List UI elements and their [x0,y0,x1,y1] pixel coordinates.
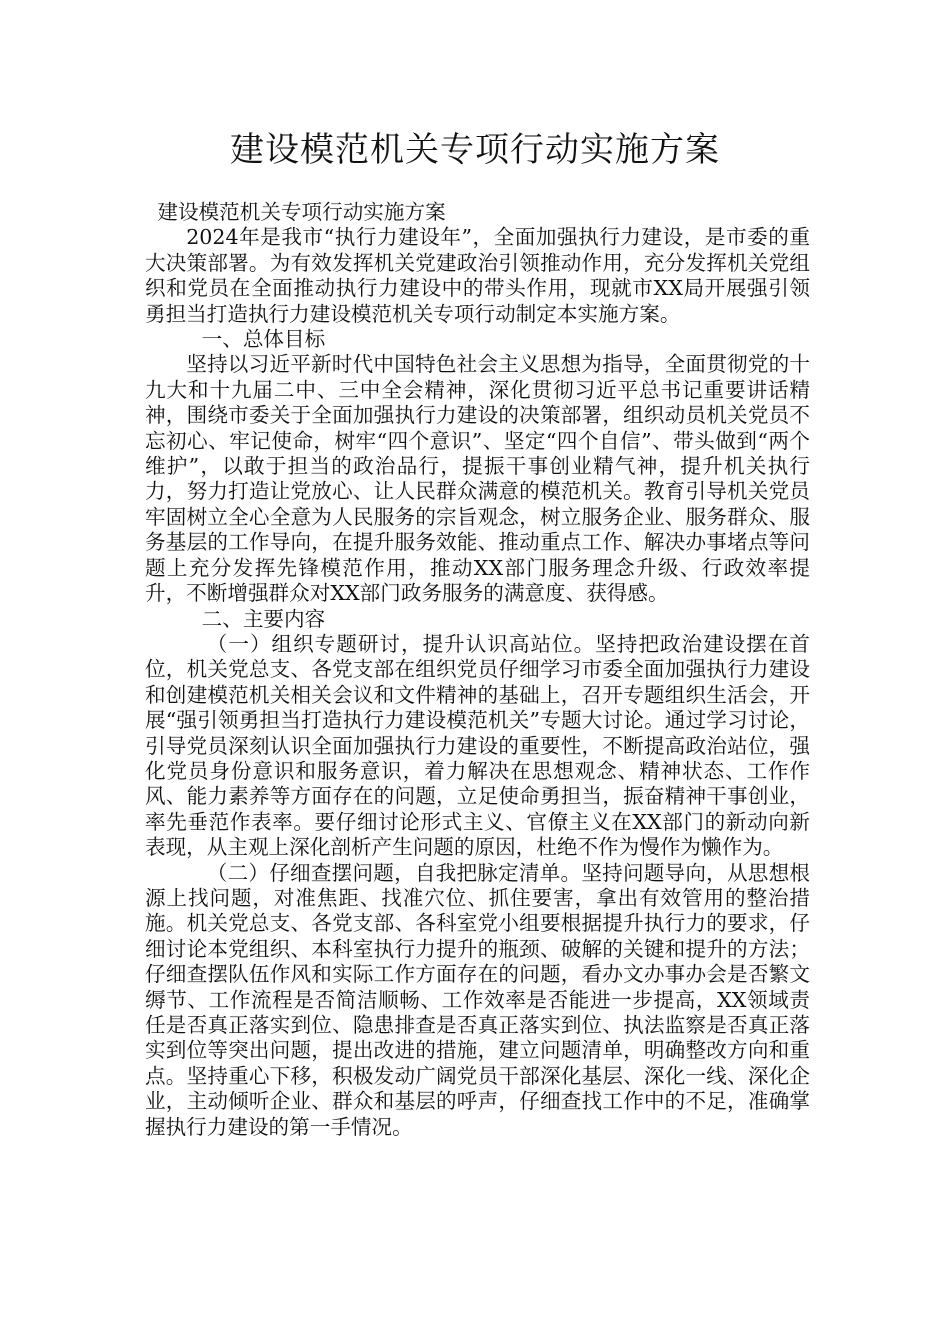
document-title: 建设模范机关专项行动实施方案 [230,130,720,170]
content-item-1-paragraph: （一）组织专题研讨，提升认识高站位。坚持把政治建设摆在首位，机关党总支、各党支部在组织党员仔细学习市委全面加强执行力建设和创建模范机关相关会议和文件精神的基础上，召开专题组织生活会，开展“强引领勇担当打造执行力建设模范机关”专题大讨论。通过学习讨论，引导党员深刻认识全面加强执行力建设的重要性，不断提高政治站位，强化党员身份意识和服务意识，着力解决在思想观念、精神状态、工作作风、能力素养等方面存在的问题，立足使命勇担当，振奋精神干事创业，率先垂范作表率。要仔细讨论形式主义、官僚主义在XX部门的新动向新表现，从主观上深化剖析产生问题的原因，杜绝不作为慢作为懒作为。 [145,631,810,860]
goals-paragraph: 坚持以习近平新时代中国特色社会主义思想为指导，全面贯彻党的十九大和十九届二中、三中全会精神，深化贯彻习近平总书记重要讲话精神，围绕市委关于全面加强执行力建设的决策部署，组织动员机关党员不忘初心、牢记使命，树牢“四个意识”、坚定“四个自信”、带头做到“两个维护”，以敢于担当的政治品行，提振干事创业精气神，提升机关执行力，努力打造让党放心、让人民群众满意的模范机关。教育引导机关党员牢固树立全心全意为人民服务的宗旨观念，树立服务企业、服务群众、服务基层的工作导向，在提升服务效能、推动重点工作、解决办事堵点等问题上充分发挥先锋模范作用，推动XX部门服务理念升级、行政效率提升，不断增强群众对XX部门政务服务的满意度、获得感。 [145,352,810,606]
section-heading-goals: 一、总体目标 [201,327,326,352]
content-item-2-paragraph: （二）仔细查摆问题，自我把脉定清单。坚持问题导向，从思想根源上找问题，对准焦距、找准穴位、抓住要害，拿出有效管用的整治措施。机关党总支、各党支部、各科室党小组要根据提升执行力的要求，仔细讨论本党组织、本科室执行力提升的瓶颈、破解的关键和提升的方法；仔细查摆队伍作风和实际工作方面存在的问题，看办文办事办会是否繁文缛节、工作流程是否简洁顺畅、工作效率是否能进一步提高，XX领域责任是否真正落实到位、隐患排查是否真正落实到位、执法监察是否真正落实到位等突出问题，提出改进的措施，建立问题清单，明确整改方向和重点。坚持重心下移，积极发动广阔党员干部深化基层、深化一线、深化企业，主动倾听企业、群众和基层的呼声，仔细查找工作中的不足，准确掌握执行力建设的第一手情况。 [145,860,810,1139]
document-body [145,200,810,1140]
document-subtitle: 建设模范机关专项行动实施方案 [157,200,446,224]
intro-paragraph: 2024年是我市“执行力建设年”，全面加强执行力建设，是市委的重大决策部署。为有效发挥机关党建政治引领推动作用，充分发挥机关党组织和党员在全面推动执行力建设中的带头作用，现就市XX局开展强引领勇担当打造执行力建设模范机关专项行动制定本实施方案。 [145,225,810,326]
section-heading-content: 二、主要内容 [201,606,326,631]
